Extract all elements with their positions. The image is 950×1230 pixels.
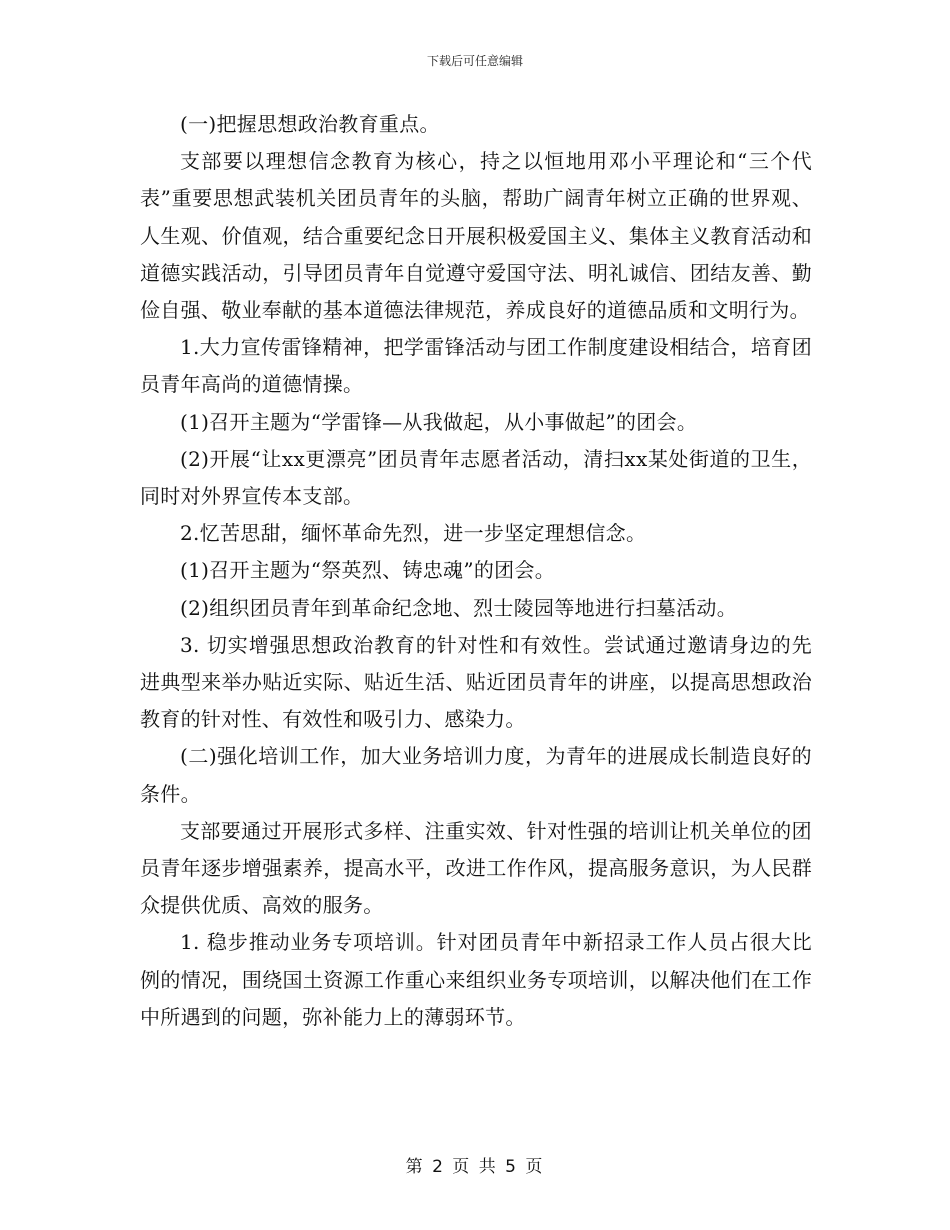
paragraph-item-3: 3. 切实增强思想政治教育的针对性和有效性。尝试通过邀请身边的先进典型来举办贴近实际、贴近生活、贴近团员青年的讲座，以提高思想政治教育的针对性、有效性和吸引力、感染力。 <box>140 632 812 732</box>
paragraph-item-1: 1.大力宣传雷锋精神，把学雷锋活动与团工作制度建设相结合，培育团员青年高尚的道德情操。 <box>140 335 812 397</box>
paragraph-item-2-sub-2: (2)组织团员青年到革命纪念地、烈士陵园等地进行扫墓活动。 <box>180 595 738 620</box>
paragraph-section-2-item-1: 1. 稳步推动业务专项培训。针对团员青年中新招录工作人员占很大比例的情况，围绕国土资源工作重心来组织业务专项培训，以解决他们在工作中所遇到的问题，弥补能力上的薄弱环节。 <box>140 930 812 1029</box>
page-header: 下载后可任意编辑 <box>426 54 523 68</box>
document-body <box>140 106 812 1036</box>
paragraph-section-2-heading: (二)强化培训工作，加大业务培训力度，为青年的进展成长制造良好的条件。 <box>140 744 812 806</box>
paragraph-item-1-sub-2: (2)开展“让xx更漂亮”团员青年志愿者活动，清扫xx某处街道的卫生，同时对外界宣传本支部。 <box>140 446 812 509</box>
paragraph-item-2-sub-1: (1)召开主题为“祭英烈、铸忠魂”的团会。 <box>180 558 556 583</box>
paragraph-section-2-intro: 支部要通过开展形式多样、注重实效、针对性强的培训让机关单位的团员青年逐步增强素养，提高水平，改进工作作风，提高服务意识，为人民群众提供优质、高效的服务。 <box>140 818 812 918</box>
page-footer: 第 2 页 共 5 页 <box>405 1157 545 1177</box>
paragraph-section-1-heading: (一)把握思想政治教育重点。 <box>180 112 440 136</box>
paragraph-item-2: 2.忆苦思甜，缅怀革命先烈，进一步坚定理想信念。 <box>180 521 647 546</box>
paragraph-section-1-intro: 支部要以理想信念教育为核心，持之以恒地用邓小平理论和“三个代表”重要思想武装机关团员青年的头脑，帮助广阔青年树立正确的世界观、人生观、价值观，结合重要纪念日开展积极爱国主义、集体主义教育活动和道德实践活动，引导团员青年自觉遵守爱国守法、明礼诚信、团结友善、勤俭自强、敬业奉献的基本道德法律规范，养成良好的道德品质和文明行为。 <box>140 149 812 323</box>
paragraph-item-1-sub-1: (1)召开主题为“学雷锋—从我做起，从小事做起”的团会。 <box>180 409 698 434</box>
